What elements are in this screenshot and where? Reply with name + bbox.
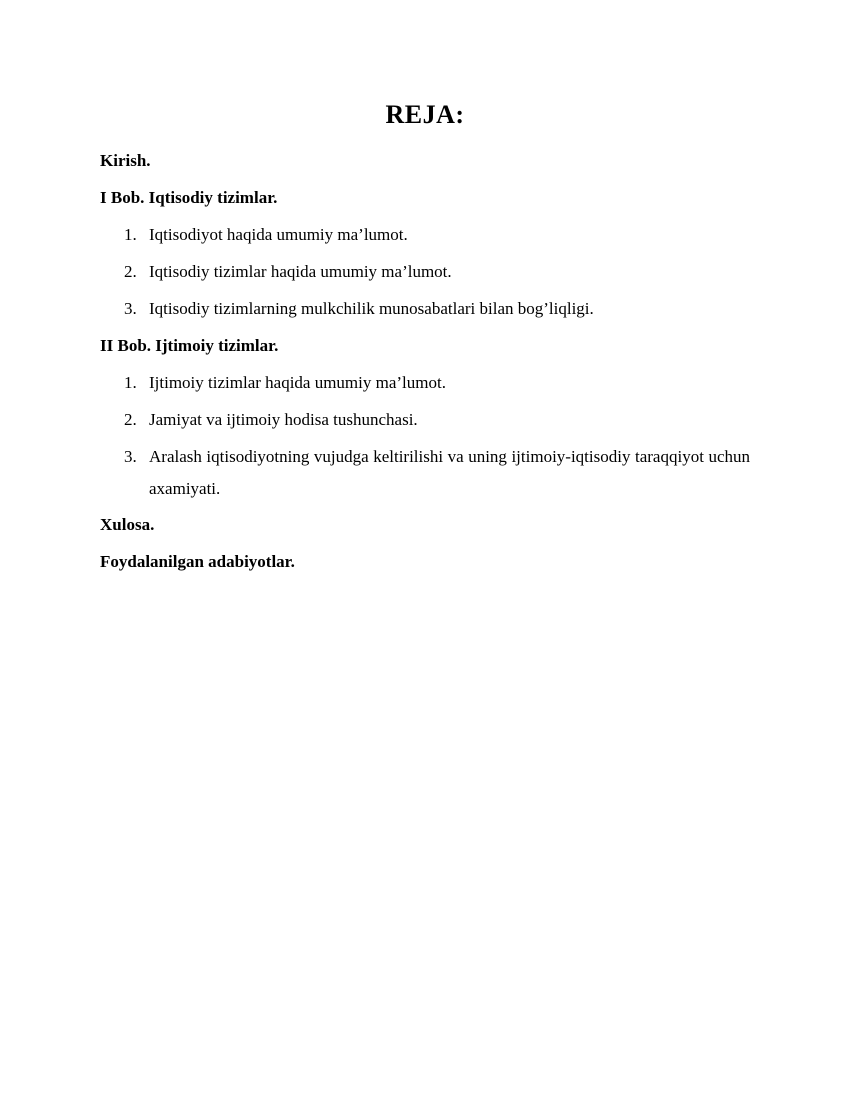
list-item [100,408,750,445]
conclusion-heading: Xulosa. [100,515,155,534]
list-item-number: 3. [124,299,137,318]
list-item [100,223,750,260]
list-item-text: Iqtisodiy tizimlarning mulkchilik munosabatlari bilan bog’liqligi. [149,299,594,318]
list-item [100,371,750,408]
chapter-1-list [100,223,750,334]
list-item [100,260,750,297]
list-item [100,441,750,513]
list-item-text: Ijtimoiy tizimlar haqida umumiy ma’lumot. [149,373,446,392]
list-item-number: 1. [124,373,137,392]
table-of-contents [100,149,750,587]
list-item [100,297,750,334]
references-heading: Foydalanilgan adabiyotlar. [100,552,295,571]
page-title: REJA: [385,100,465,129]
list-item-number: 3. [124,447,137,466]
list-item-text: Jamiyat va ijtimoiy hodisa tushunchasi. [149,410,418,429]
chapter-2-heading: II Bob. Ijtimoiy tizimlar. [100,336,279,355]
intro-heading: Kirish. [100,151,151,170]
chapter-1-heading: I Bob. Iqtisodiy tizimlar. [100,188,278,207]
list-item-number: 2. [124,262,137,281]
list-item-text: Aralash iqtisodiyotning vujudga keltirilishi va uning ijtimoiy-iqtisodiy taraqqiyot uchun axamiyati. [149,447,750,498]
list-item-number: 2. [124,410,137,429]
list-item-text: Iqtisodiyot haqida umumiy ma’lumot. [149,225,408,244]
list-item-text: Iqtisodiy tizimlar haqida umumiy ma’lumot. [149,262,452,281]
list-item-number: 1. [124,225,137,244]
chapter-2-list [100,371,750,513]
